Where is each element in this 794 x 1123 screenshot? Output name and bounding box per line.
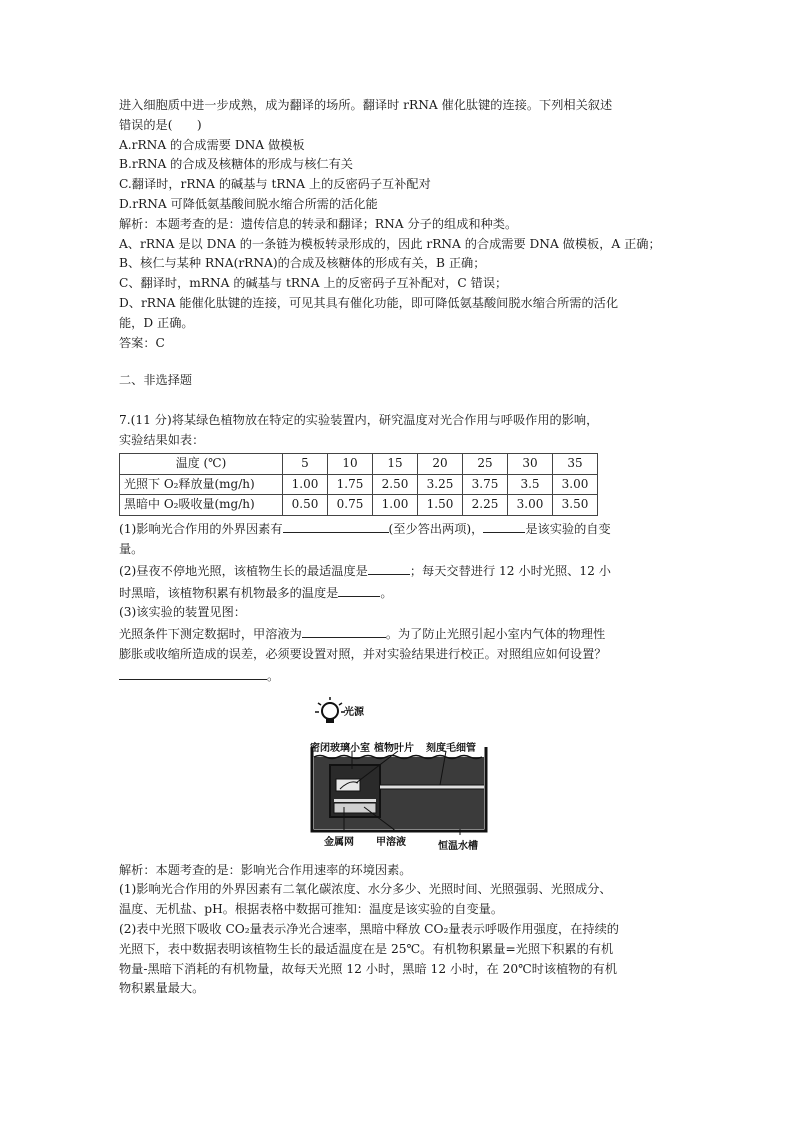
q7-analysis-line: 解析：本题考查的是：影响光合作用速率的环境因素。 [119, 862, 412, 877]
label-glass-chamber: 密闭玻璃小室 [310, 742, 370, 754]
table-cell: 3.75 [463, 474, 508, 495]
q7-sub2-text: 时黑暗，该植物积累有机物最多的温度是 [119, 585, 339, 600]
q7-sub3-text: 。为了防止光照引起小室内气体的物理性 [385, 627, 606, 642]
apparatus-figure [300, 695, 500, 855]
q7-sub1-line2: 量。 [119, 541, 144, 556]
q7-sub3-text: 。 [267, 668, 280, 683]
q6-option-b: B.rRNA 的合成及核糖体的形成与核仁有关 [119, 157, 353, 172]
answer-blank [338, 582, 380, 597]
table-cell: 0.75 [328, 495, 373, 516]
q7-sub3-line2: 膨胀或收缩所造成的误差，必须要设置对照，并对实验结果进行校正。对照组应如何设置？ [119, 646, 607, 661]
glass-chamber [330, 765, 380, 817]
table-header-row [120, 453, 598, 474]
q7-sub1-text: (1)影响光合作用的外界因素有 [119, 522, 283, 537]
q7-analysis-line: (2)表中光照下吸收 CO₂量表示净光合速率，黑暗中释放 CO₂量表示呼吸作用强度，在持续的 [119, 921, 619, 936]
table-header-cell: 25 [463, 453, 508, 474]
q7-sub1-text: (至少答出两项)， [388, 522, 484, 537]
label-plant-leaf: 植物叶片 [374, 742, 414, 754]
answer-blank [119, 665, 267, 680]
q6-stem-line2: 错误的是( ) [119, 117, 202, 132]
q7-sub2-text: (2)昼夜不停地光照，该植物生长的最适温度是 [119, 563, 368, 578]
q7-sub1-line1 [119, 518, 679, 540]
answer-blank [483, 518, 525, 533]
q7-sub3-title: (3)该实验的装置见图： [119, 605, 246, 620]
table-header-cell: 10 [328, 453, 373, 474]
q7-sub2-line2 [119, 582, 679, 604]
q7-sub2-text: 。 [380, 585, 393, 600]
q7-stem-line2: 实验结果如表： [119, 432, 205, 447]
table-cell: 2.25 [463, 495, 508, 516]
label-capillary: 刻度毛细管 [426, 742, 476, 754]
document-page [119, 96, 679, 999]
table-cell: 2.50 [373, 474, 418, 495]
q7-analysis-line: 物量-黑暗下消耗的有机物量，故每天光照 12 小时，黑暗 12 小时，在 20℃时该植物的有机 [119, 961, 618, 976]
q7-analysis-line: 温度、无机盐、pH。根据表格中数据可推知：温度是该实验的自变量。 [119, 902, 504, 917]
q7-sub1-text: 是该实验的自变 [525, 522, 611, 537]
label-water-bath: 恒温水槽 [438, 840, 478, 852]
label-light-source: 光源 [344, 706, 364, 718]
results-table [119, 453, 598, 516]
table-header-cell: 35 [553, 453, 598, 474]
table-header-cell: 15 [373, 453, 418, 474]
q6-analysis-line: B、核仁与某种 RNA(rRNA)的合成及核糖体的形成有关，B 正确； [119, 256, 486, 271]
q6-option-c: C.翻译时，rRNA 的碱基与 tRNA 上的反密码子互补配对 [119, 177, 431, 192]
q7-analysis-line: 物积累量最大。 [119, 981, 205, 996]
q6-analysis-line: C、翻译时，mRNA 的碱基与 tRNA 上的反密码子互补配对，C 错误； [119, 276, 508, 291]
apparatus-drawing [300, 695, 500, 855]
q7-sub3-line1 [119, 623, 679, 645]
table-cell: 1.75 [328, 474, 373, 495]
q6-analysis-line: A、rRNA 是以 DNA 的一条链为模板转录形成的，因此 rRNA 的合成需要 DNA 做模板，A 正确； [119, 236, 661, 251]
q6-analysis-line: D、rRNA 能催化肽键的连接，可见其具有催化功能，即可降低氨基酸间脱水缩合所需的活化 [119, 295, 619, 310]
q7-sub3-line3 [119, 665, 679, 687]
q7-sub3-text: 光照条件下测定数据时，甲溶液为 [119, 627, 302, 642]
q7-analysis-line: (1)影响光合作用的外界因素有二氧化碳浓度、水分多少、光照时间、光照强弱、光照成分、 [119, 882, 612, 897]
table-header-label: 温度 (℃) [120, 453, 283, 474]
table-cell: 1.00 [283, 474, 328, 495]
table-row [120, 495, 598, 516]
table-cell: 1.00 [373, 495, 418, 516]
table-header-cell: 30 [508, 453, 553, 474]
table-cell: 3.25 [418, 474, 463, 495]
q6-analysis-line: 解析：本题考查的是：遗传信息的转录和翻译；RNA 分子的组成和种类。 [119, 216, 518, 231]
answer-blank [368, 560, 410, 575]
light-bulb-icon [315, 697, 345, 723]
q6-stem-line1: 进入细胞质中进一步成熟，成为翻译的场所。翻译时 rRNA 催化肽键的连接。下列相关叙述 [119, 98, 613, 112]
q7-sub2-line1 [119, 560, 679, 582]
q7-analysis-line: 光照下，表中数据表明该植物生长的最适温度在是 25℃。有机物积累量=光照下积累的有机 [119, 941, 614, 956]
q6-analysis-line: 能，D 正确。 [119, 315, 194, 330]
table-cell: 3.00 [508, 495, 553, 516]
table-row [120, 474, 598, 495]
table-cell: 0.50 [283, 495, 328, 516]
q6-answer: 答案：C [119, 335, 165, 350]
label-metal-mesh: 金属网 [324, 836, 354, 848]
table-row-label: 黑暗中 O₂吸收量(mg/h) [120, 495, 283, 516]
capillary-tube [380, 785, 484, 789]
table-cell: 3.5 [508, 474, 553, 495]
q7-sub2-text: ；每天交替进行 12 小时光照、12 小 [409, 563, 611, 578]
table-row-label: 光照下 O₂释放量(mg/h) [120, 474, 283, 495]
table-cell: 3.00 [553, 474, 598, 495]
q6-option-d: D.rRNA 可降低氨基酸间脱水缩合所需的活化能 [119, 196, 378, 211]
table-header-cell: 5 [283, 453, 328, 474]
table-cell: 1.50 [418, 495, 463, 516]
answer-blank [283, 518, 389, 533]
table-cell: 3.50 [553, 495, 598, 516]
q6-option-a: A.rRNA 的合成需要 DNA 做模板 [119, 137, 305, 152]
section-title: 二、非选择题 [119, 373, 193, 388]
label-solution-a: 甲溶液 [376, 836, 406, 848]
table-header-cell: 20 [418, 453, 463, 474]
q7-stem-line1: 7.(11 分)将某绿色植物放在特定的实验装置内，研究温度对光合作用与呼吸作用的影响， [119, 413, 599, 428]
answer-blank [302, 623, 386, 638]
